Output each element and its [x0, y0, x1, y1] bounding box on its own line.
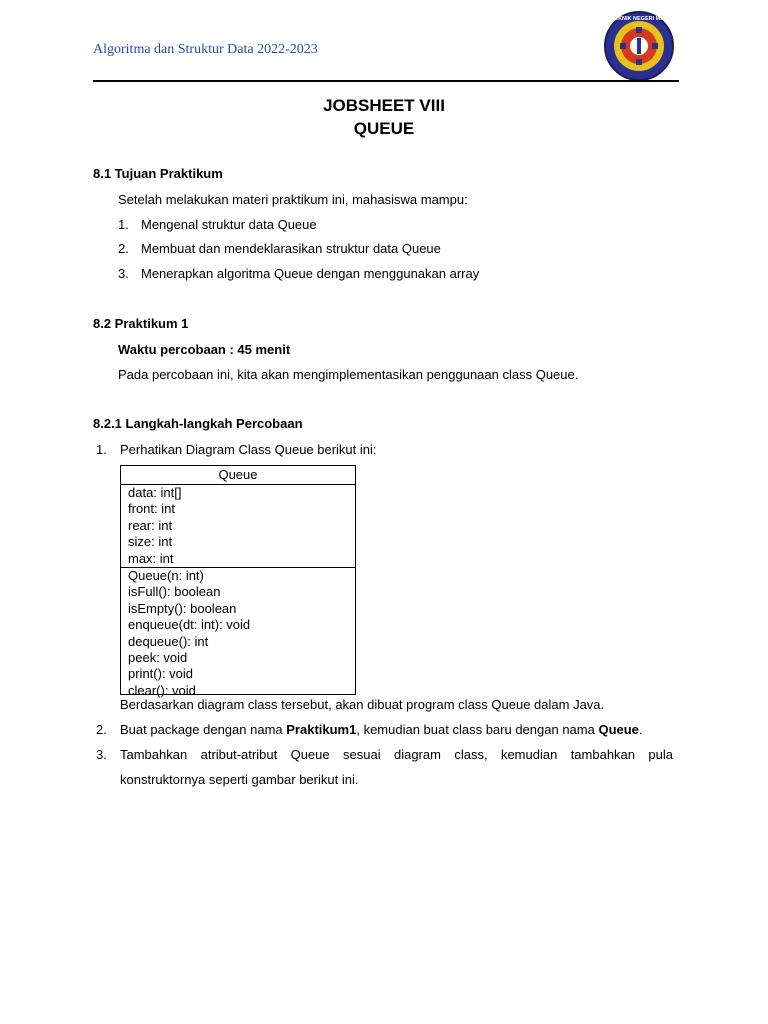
- uml-attribute: data: int[]: [128, 485, 182, 500]
- step-text: konstruktornya seperti gambar berikut ini.: [120, 772, 359, 787]
- header-rule: [93, 80, 679, 82]
- uml-attributes: [121, 485, 355, 568]
- paragraph: Setelah melakukan materi praktikum ini, mahasiswa mampu:: [118, 192, 468, 207]
- uml-methods: [121, 568, 355, 699]
- uml-class-diagram: [120, 465, 356, 698]
- step-text: Perhatikan Diagram Class Queue berikut ini:: [120, 442, 377, 457]
- uml-method: clear(): void: [128, 682, 196, 698]
- uml-attribute: rear: int: [128, 517, 173, 533]
- package-name: Praktikum1: [286, 722, 357, 737]
- uml-attribute: front: int: [128, 501, 175, 517]
- uml-method: peek: void: [128, 649, 188, 665]
- step-text-post: .: [638, 722, 643, 737]
- list-item: [118, 217, 317, 232]
- step-item: [96, 442, 377, 457]
- section-heading: 8.1 Tujuan Praktikum: [93, 166, 223, 181]
- list-text: Mengenal struktur data Queue: [141, 217, 317, 232]
- step-number: 3.: [96, 747, 107, 762]
- uml-attribute: max: int: [128, 550, 174, 566]
- step-item: [96, 722, 643, 737]
- uml-method: Queue(n: int): [128, 567, 204, 583]
- uml-method: enqueue(dt: int): void: [128, 617, 251, 633]
- paragraph: Berdasarkan diagram class tersebut, akan dibuat program class Queue dalam Java.: [120, 697, 605, 712]
- uml-method: print(): void: [128, 666, 194, 682]
- step-number: 1.: [96, 442, 107, 457]
- page-subtitle: QUEUE: [353, 119, 415, 138]
- list-text: Membuat dan mendeklarasikan struktur data Queue: [141, 241, 441, 256]
- list-text: Menerapkan algoritma Queue dengan menggunakan array: [141, 266, 480, 281]
- uml-method: dequeue(): int: [128, 633, 209, 649]
- logo-text: POLITEKNIK NEGERI MALANG: [598, 16, 680, 22]
- uml-attribute: size: int: [128, 534, 173, 550]
- step-text: Tambahkan atribut-atribut Queue sesuai diagram class, kemudian tambahkan pula: [120, 747, 673, 762]
- page-title: JOBSHEET VIII: [323, 96, 445, 115]
- list-number: 3.: [118, 266, 129, 281]
- step-text-pre: Buat package dengan nama: [120, 722, 287, 737]
- list-item: [118, 241, 441, 256]
- list-number: 1.: [118, 217, 129, 232]
- step-number: 2.: [96, 722, 107, 737]
- time-label: Waktu percobaan : 45 menit: [118, 342, 291, 357]
- paragraph: Pada percobaan ini, kita akan mengimplementasikan penggunaan class Queue.: [118, 367, 579, 382]
- uml-method: isFull(): boolean: [128, 584, 221, 600]
- section-heading: 8.2.1 Langkah-langkah Percobaan: [93, 416, 303, 431]
- list-item: [118, 266, 479, 281]
- course-title: Algoritma dan Struktur Data 2022-2023: [93, 42, 318, 57]
- polinema-logo: [598, 10, 680, 82]
- uml-method: isEmpty(): boolean: [128, 600, 237, 616]
- section-heading: 8.2 Praktikum 1: [93, 316, 189, 331]
- uml-class-name: Queue: [121, 466, 355, 485]
- list-number: 2.: [118, 241, 129, 256]
- step-text-mid: , kemudian buat class baru dengan nama: [356, 722, 599, 737]
- class-name: Queue: [598, 722, 639, 737]
